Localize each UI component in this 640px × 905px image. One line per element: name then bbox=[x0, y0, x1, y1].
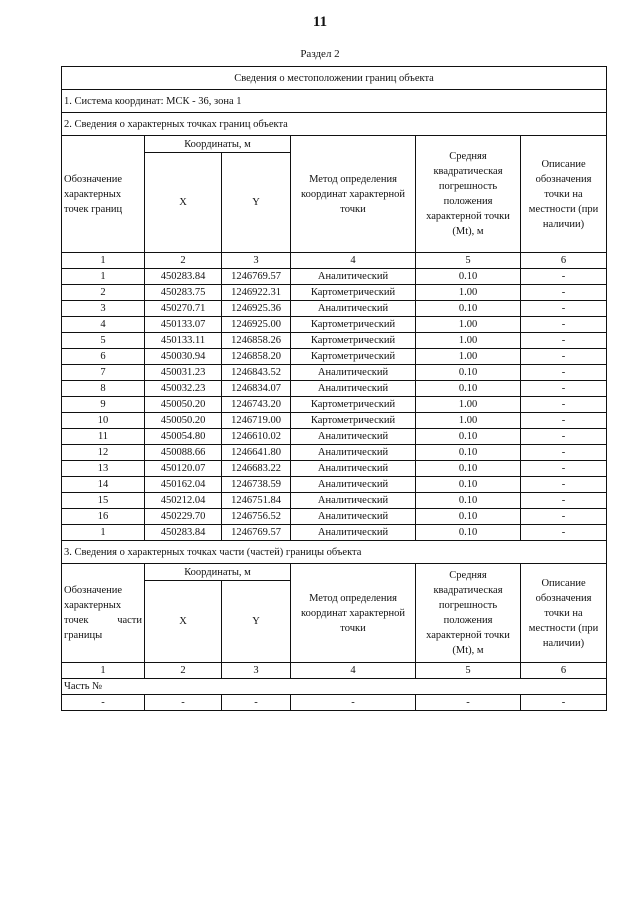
cell-n: 11 bbox=[62, 429, 145, 445]
cell-desc: - bbox=[521, 477, 607, 493]
part-row bbox=[62, 695, 607, 711]
col-number: 1 bbox=[62, 253, 145, 269]
cell-method: Картометрический bbox=[291, 285, 416, 301]
cell-mt: 0.10 bbox=[416, 461, 521, 477]
cell-n: 3 bbox=[62, 301, 145, 317]
cell-n: 4 bbox=[62, 317, 145, 333]
cell-n: 16 bbox=[62, 509, 145, 525]
part-cell: - bbox=[291, 695, 416, 711]
col-number: 5 bbox=[416, 253, 521, 269]
header-coords: Координаты, м bbox=[145, 136, 291, 153]
table-title: Сведения о местоположении границ объекта bbox=[62, 67, 607, 90]
header3-x: X bbox=[145, 581, 222, 663]
cell-x: 450088.66 bbox=[145, 445, 222, 461]
cell-x: 450120.07 bbox=[145, 461, 222, 477]
cell-y: 1246925.00 bbox=[222, 317, 291, 333]
cell-method: Аналитический bbox=[291, 381, 416, 397]
header3-method: Метод определения координат характерной точки bbox=[291, 564, 416, 663]
cell-method: Картометрический bbox=[291, 349, 416, 365]
table-row bbox=[62, 461, 607, 477]
column-numbers-row bbox=[62, 253, 607, 269]
part-cell: - bbox=[416, 695, 521, 711]
cell-x: 450030.94 bbox=[145, 349, 222, 365]
cell-x: 450283.75 bbox=[145, 285, 222, 301]
cell-mt: 1.00 bbox=[416, 413, 521, 429]
table-row bbox=[62, 429, 607, 445]
cell-y: 1246610.02 bbox=[222, 429, 291, 445]
header3-point-label: Обозначение характерных точек части границы bbox=[62, 564, 145, 663]
cell-desc: - bbox=[521, 317, 607, 333]
cell-method: Аналитический bbox=[291, 365, 416, 381]
cell-mt: 0.10 bbox=[416, 269, 521, 285]
part-cell: - bbox=[222, 695, 291, 711]
table-row bbox=[62, 477, 607, 493]
table-row bbox=[62, 333, 607, 349]
cell-y: 1246683.22 bbox=[222, 461, 291, 477]
cell-desc: - bbox=[521, 509, 607, 525]
col-number: 5 bbox=[416, 663, 521, 679]
cell-method: Аналитический bbox=[291, 493, 416, 509]
cell-n: 8 bbox=[62, 381, 145, 397]
part-label: Часть № bbox=[62, 679, 607, 695]
page-number: 11 bbox=[312, 14, 328, 30]
cell-mt: 1.00 bbox=[416, 349, 521, 365]
cell-n: 7 bbox=[62, 365, 145, 381]
cell-mt: 0.10 bbox=[416, 493, 521, 509]
cell-method: Аналитический bbox=[291, 509, 416, 525]
cell-y: 1246834.07 bbox=[222, 381, 291, 397]
cell-y: 1246738.59 bbox=[222, 477, 291, 493]
cell-n: 12 bbox=[62, 445, 145, 461]
cell-x: 450133.11 bbox=[145, 333, 222, 349]
cell-mt: 1.00 bbox=[416, 333, 521, 349]
header-description: Описание обозначения точки на местности (при наличии) bbox=[521, 136, 607, 253]
cell-desc: - bbox=[521, 269, 607, 285]
cell-desc: - bbox=[521, 461, 607, 477]
cell-desc: - bbox=[521, 493, 607, 509]
cell-x: 450054.80 bbox=[145, 429, 222, 445]
boundary-table bbox=[61, 66, 607, 711]
table-row bbox=[62, 397, 607, 413]
cell-x: 450050.20 bbox=[145, 397, 222, 413]
cell-x: 450283.84 bbox=[145, 269, 222, 285]
cell-method: Картометрический bbox=[291, 413, 416, 429]
section2-title: 2. Сведения о характерных точках границ объекта bbox=[62, 113, 607, 136]
cell-mt: 0.10 bbox=[416, 525, 521, 541]
cell-n: 1 bbox=[62, 269, 145, 285]
part-cell: - bbox=[62, 695, 145, 711]
cell-n: 5 bbox=[62, 333, 145, 349]
cell-y: 1246743.20 bbox=[222, 397, 291, 413]
cell-desc: - bbox=[521, 445, 607, 461]
cell-desc: - bbox=[521, 333, 607, 349]
cell-n: 6 bbox=[62, 349, 145, 365]
cell-y: 1246756.52 bbox=[222, 509, 291, 525]
cell-method: Картометрический bbox=[291, 333, 416, 349]
cell-method: Аналитический bbox=[291, 525, 416, 541]
cell-method: Аналитический bbox=[291, 477, 416, 493]
cell-x: 450050.20 bbox=[145, 413, 222, 429]
cell-y: 1246858.26 bbox=[222, 333, 291, 349]
table-row bbox=[62, 525, 607, 541]
cell-method: Картометрический bbox=[291, 317, 416, 333]
cell-mt: 1.00 bbox=[416, 317, 521, 333]
table-row bbox=[62, 269, 607, 285]
col-number: 6 bbox=[521, 253, 607, 269]
header3-accuracy: Средняя квадратическая погрешность положения характерной точки (Mt), м bbox=[416, 564, 521, 663]
cell-desc: - bbox=[521, 413, 607, 429]
table-row bbox=[62, 381, 607, 397]
col-number: 1 bbox=[62, 663, 145, 679]
part-cell: - bbox=[521, 695, 607, 711]
table-row bbox=[62, 365, 607, 381]
cell-n: 13 bbox=[62, 461, 145, 477]
cell-y: 1246858.20 bbox=[222, 349, 291, 365]
cell-y: 1246719.00 bbox=[222, 413, 291, 429]
cell-method: Аналитический bbox=[291, 269, 416, 285]
cell-mt: 1.00 bbox=[416, 397, 521, 413]
cell-mt: 0.10 bbox=[416, 509, 521, 525]
cell-desc: - bbox=[521, 381, 607, 397]
header-x: X bbox=[145, 153, 222, 253]
cell-method: Аналитический bbox=[291, 445, 416, 461]
col-number: 2 bbox=[145, 663, 222, 679]
cell-desc: - bbox=[521, 429, 607, 445]
cell-desc: - bbox=[521, 301, 607, 317]
table-row bbox=[62, 301, 607, 317]
part-cell: - bbox=[145, 695, 222, 711]
cell-x: 450162.04 bbox=[145, 477, 222, 493]
cell-y: 1246922.31 bbox=[222, 285, 291, 301]
col-number: 6 bbox=[521, 663, 607, 679]
cell-x: 450031.23 bbox=[145, 365, 222, 381]
cell-method: Аналитический bbox=[291, 461, 416, 477]
cell-method: Аналитический bbox=[291, 301, 416, 317]
cell-y: 1246843.52 bbox=[222, 365, 291, 381]
col-number: 4 bbox=[291, 253, 416, 269]
cell-y: 1246751.84 bbox=[222, 493, 291, 509]
section-title: Раздел 2 bbox=[300, 48, 340, 60]
section3-title: 3. Сведения о характерных точках части (частей) границы объекта bbox=[62, 541, 607, 564]
cell-method: Аналитический bbox=[291, 429, 416, 445]
cell-mt: 0.10 bbox=[416, 429, 521, 445]
table-row bbox=[62, 285, 607, 301]
cell-desc: - bbox=[521, 365, 607, 381]
cell-x: 450212.04 bbox=[145, 493, 222, 509]
cell-x: 450229.70 bbox=[145, 509, 222, 525]
table-row bbox=[62, 317, 607, 333]
cell-desc: - bbox=[521, 285, 607, 301]
table-row bbox=[62, 445, 607, 461]
table-row bbox=[62, 493, 607, 509]
header-accuracy: Средняя квадратическая погрешность положения характерной точки (Mt), м bbox=[416, 136, 521, 253]
cell-y: 1246769.57 bbox=[222, 269, 291, 285]
cell-x: 450133.07 bbox=[145, 317, 222, 333]
col-number: 4 bbox=[291, 663, 416, 679]
cell-desc: - bbox=[521, 397, 607, 413]
cell-y: 1246641.80 bbox=[222, 445, 291, 461]
cell-n: 15 bbox=[62, 493, 145, 509]
col-number: 3 bbox=[222, 253, 291, 269]
cell-mt: 0.10 bbox=[416, 445, 521, 461]
cell-mt: 0.10 bbox=[416, 301, 521, 317]
table-row bbox=[62, 349, 607, 365]
header3-coords: Координаты, м bbox=[145, 564, 291, 581]
cell-n: 14 bbox=[62, 477, 145, 493]
coord-system: 1. Система координат: МСК - 36, зона 1 bbox=[62, 90, 607, 113]
cell-desc: - bbox=[521, 525, 607, 541]
cell-method: Картометрический bbox=[291, 397, 416, 413]
header-y: Y bbox=[222, 153, 291, 253]
cell-n: 10 bbox=[62, 413, 145, 429]
cell-mt: 0.10 bbox=[416, 477, 521, 493]
header3-description: Описание обозначения точки на местности (при наличии) bbox=[521, 564, 607, 663]
col-number: 3 bbox=[222, 663, 291, 679]
cell-x: 450283.84 bbox=[145, 525, 222, 541]
header-method: Метод определения координат характерной точки bbox=[291, 136, 416, 253]
cell-mt: 1.00 bbox=[416, 285, 521, 301]
header-point-label: Обозначение характерных точек границ bbox=[62, 136, 145, 253]
cell-desc: - bbox=[521, 349, 607, 365]
cell-n: 2 bbox=[62, 285, 145, 301]
cell-y: 1246769.57 bbox=[222, 525, 291, 541]
table-row bbox=[62, 413, 607, 429]
cell-y: 1246925.36 bbox=[222, 301, 291, 317]
cell-n: 9 bbox=[62, 397, 145, 413]
table-row bbox=[62, 509, 607, 525]
cell-mt: 0.10 bbox=[416, 365, 521, 381]
cell-x: 450032.23 bbox=[145, 381, 222, 397]
col-number: 2 bbox=[145, 253, 222, 269]
header3-y: Y bbox=[222, 581, 291, 663]
cell-n: 1 bbox=[62, 525, 145, 541]
cell-x: 450270.71 bbox=[145, 301, 222, 317]
cell-mt: 0.10 bbox=[416, 381, 521, 397]
column-numbers-row-3 bbox=[62, 663, 607, 679]
